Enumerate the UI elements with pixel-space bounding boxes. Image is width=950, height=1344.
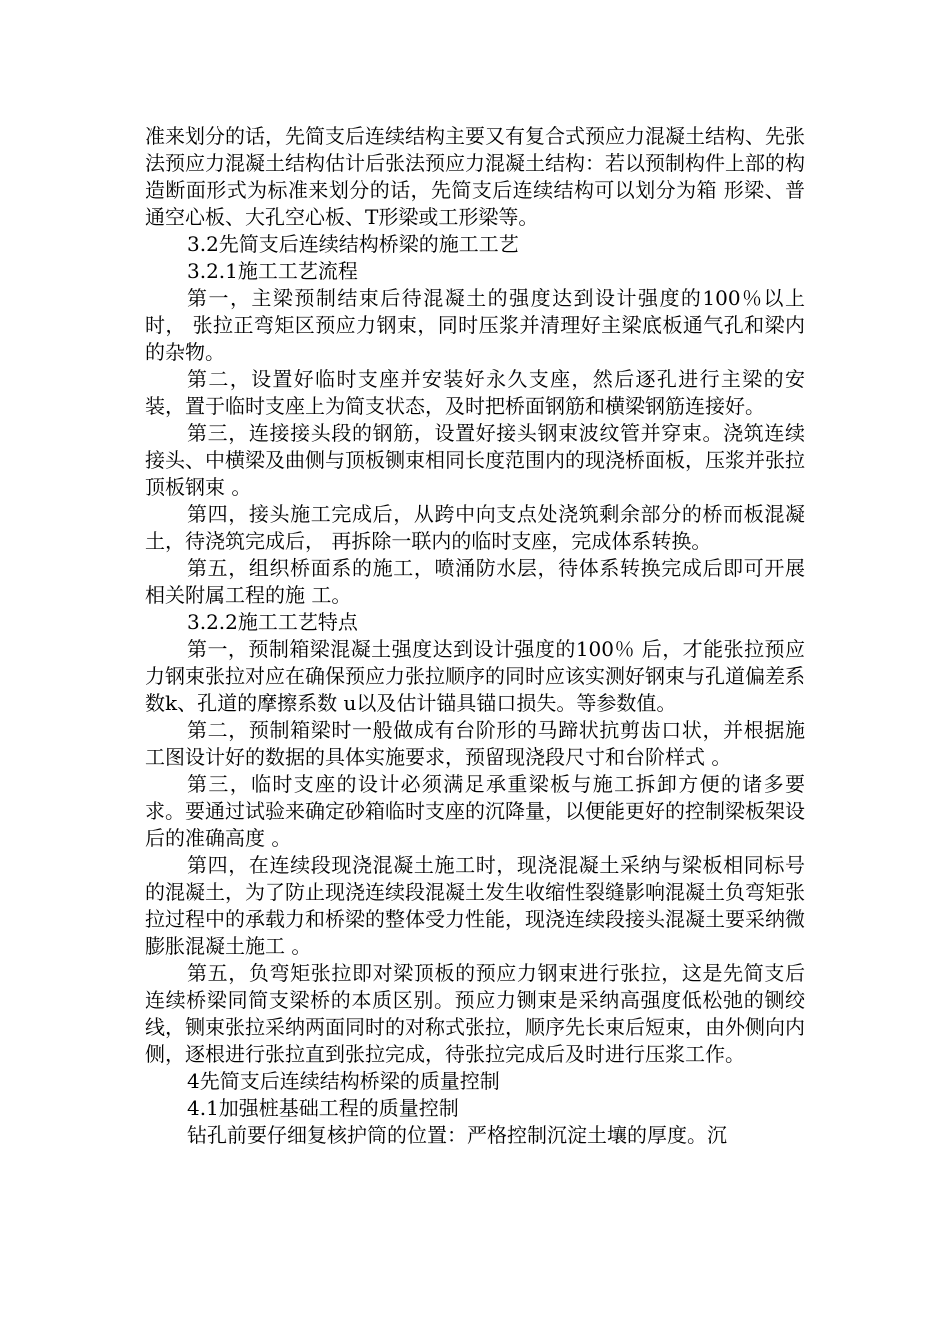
section-heading-4: 4先简支后连续结构桥梁的质量控制 <box>187 1069 500 1093</box>
paragraph-feature-1: 第一，预制箱梁混凝土强度达到设计强度的100％ 后，才能张拉预应力钢束张拉对应在确保预应力张拉顺序的同时应该实测好钢束与孔道偏差系数k、孔道的摩擦系数 u以及估计锚具锚口损失。等参数值。 <box>145 637 805 715</box>
section-heading-3-2: 3.2先简支后连续结构桥梁的施工工艺 <box>187 232 519 256</box>
paragraph-process-step-2: 第二，设置好临时支座并安装好永久支座，然后逐孔进行主梁的安装，置于临时支座上为简支状态，及时把桥面钢筋和横梁钢筋连接好。 <box>145 367 805 418</box>
subsection-heading-3-2-2: 3.2.2施工工艺特点 <box>187 610 358 634</box>
paragraph-feature-5: 第五，负弯矩张拉即对梁顶板的预应力钢束进行张拉，这是先简支后连续桥梁同简支梁桥的本质区别。预应力铡束是采纳高强度低松弛的铡绞线，铡束张拉采纳两面同时的对称式张拉，顺序先长束后短束，由外侧向内侧，逐根进行张拉直到张拉完成，待张拉完成后及时进行压浆工作。 <box>145 961 805 1066</box>
paragraph-process-step-1: 第一，主梁预制结束后待混凝土的强度达到设计强度的100％以上时， 张拉正弯矩区预应力钢束，同时压浆并清理好主梁底板通气孔和梁内的杂物。 <box>145 286 805 364</box>
paragraph-process-step-3: 第三，连接接头段的钢筋，设置好接头钢束波纹管并穿束。浇筑连续接头、中横梁及曲侧与顶板铡束相同长度范围内的现浇桥面板，压浆并张拉顶板钢束 。 <box>145 421 805 499</box>
paragraph-pile-foundation: 钻孔前要仔细复核护筒的位置：严格控制沉淀土壤的厚度。沉 <box>187 1123 727 1147</box>
paragraph-feature-2: 第二，预制箱梁时一般做成有台阶形的马蹄状抗剪齿口状，并根据施工图设计好的数据的具体实施要求，预留现浇段尺寸和台阶样式 。 <box>145 718 805 769</box>
subsection-heading-3-2-1: 3.2.1施工工艺流程 <box>187 259 358 283</box>
paragraph-process-step-5: 第五，组织桥面系的施工，喷涌防水层，待体系转换完成后即可开展相关附属工程的施 工。 <box>145 556 805 607</box>
document-body <box>145 123 805 1149</box>
paragraph-feature-3: 第三，临时支座的设计必须满足承重梁板与施工拆卸方便的诸多要求。要通过试验来确定砂箱临时支座的沉降量，以便能更好的控制梁板架设后的准确高度 。 <box>145 772 805 850</box>
paragraph-classification-continued: 准来划分的话，先简支后连续结构主要又有复合式预应力混凝土结构、先张法预应力混凝土结构估计后张法预应力混凝土结构：若以预制构件上部的构造断面形式为标准来划分的话，先简支后连续结构可以划分为箱 形梁、普通空心板、大孔空心板、T形梁或工形梁等。 <box>145 124 805 229</box>
subsection-heading-4-1: 4.1加强桩基础工程的质量控制 <box>187 1096 459 1120</box>
paragraph-process-step-4: 第四，接头施工完成后，从跨中向支点处浇筑剩余部分的桥而板混凝土，待浇筑完成后， 再拆除一联内的临时支座，完成体系转换。 <box>145 502 805 553</box>
paragraph-feature-4: 第四，在连续段现浇混凝土施工时，现浇混凝土采纳与梁板相同标号的混凝土，为了防止现浇连续段混凝土发生收缩性裂缝影响混凝土负弯矩张拉过程中的承载力和桥梁的整体受力性能，现浇连续段接头混凝土要采纳微膨胀混凝土施工 。 <box>145 853 805 958</box>
